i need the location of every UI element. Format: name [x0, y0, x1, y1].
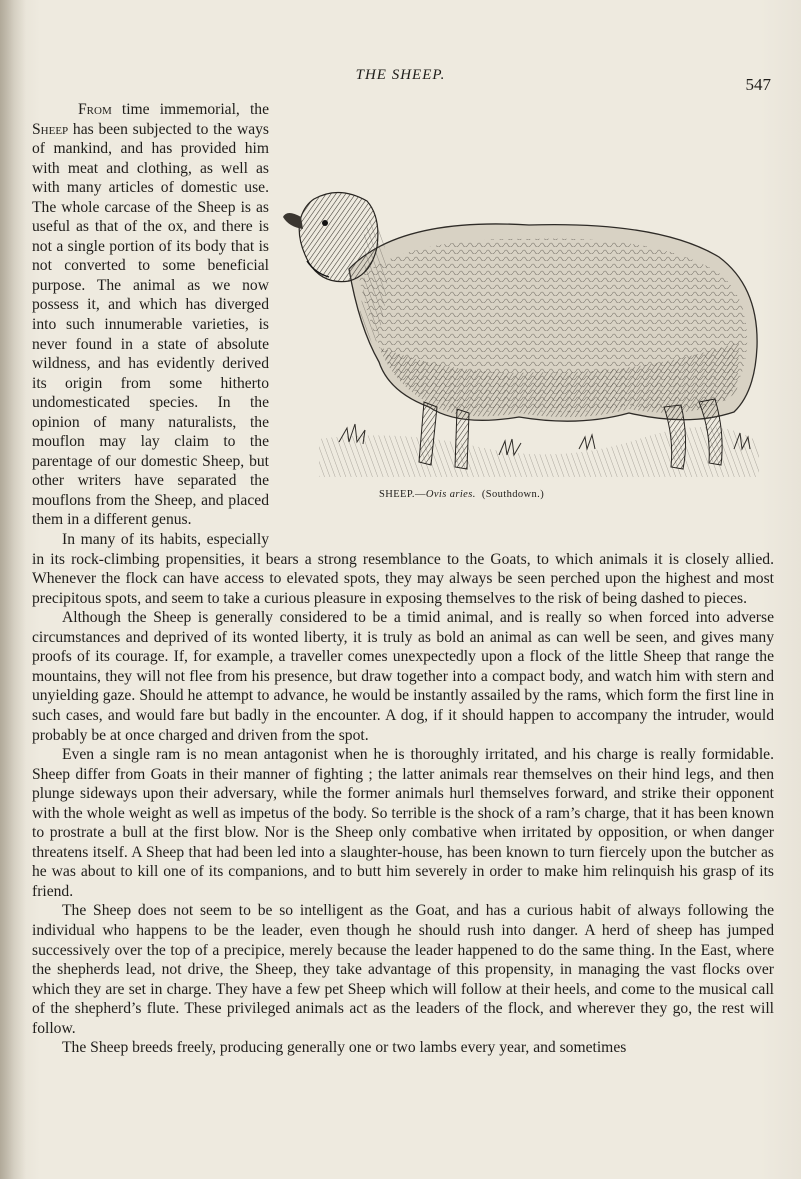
caption-latin: Ovis aries. — [425, 489, 476, 500]
p1-part-a: time immemorial, the — [111, 101, 269, 118]
page-number: 547 — [745, 75, 771, 94]
sheep-ear — [283, 213, 303, 229]
article-flow — [32, 100, 774, 1058]
paragraph-5: The Sheep does not seem to be so intelligent as the Goat, and has a curious habit of always following the individual who happens to be the leader, even though he should rush into danger. A herd of sheep has jumped successively over the top of a precipice, merely because the leader happened to do the same thing. In the East, where the shepherds lead, not drive, the Sheep, they take advantage of this propensity, in managing the vast flocks over which they are set in charge. They have a few pet Sheep which will follow at their heels, and come to the musical call of the shepherd’s flute. These privileged animals act as the leaders of the flock, and wherever they go, the rest will follow. — [32, 902, 774, 1037]
caption-lead: SHEEP.— — [379, 489, 426, 500]
paragraph-4: Even a single ram is no mean antagonist when he is thoroughly irritated, and his charge is really formidable. Sheep differ from Goats in their manner of fighting ; the latter animals rear themselves on their hind legs, and then plunge sideways upon their adversary, while the former animals hurl themselves forward, and strike their opponent with the whole weight as well as impetus of the body. So terrible is the shock of a ram’s charge, that it has been known to prostrate a bull at the first blow. Nor is the Sheep only combative when irritated by opposition, or when danger threatens itself. A Sheep that had been led into a slaughter-house, has been known to turn fiercely upon the butcher as he was about to kill one of its companions, and to butt him severely in order to make him relinquish his grasp of its friend. — [32, 746, 774, 900]
binding-shadow — [0, 0, 26, 1179]
sheep-engraving — [279, 177, 774, 531]
p1-part-b: has been subjected to the ways of mankind, and has provided him with meat and clothing, as well as with many articles of domestic use. The whole carcase of the Sheep is as useful as that of the ox, and there is not a single portion of its body that is not converted to some beneficial purpose. The animal as we now possess it, and which has diverged into such innumerable varieties, is never found in a state of absolute wildness, and has evidently derived its origin from some hitherto undomesticated species. In the opinion of many naturalists, the mouflon may lay claim to the parentage of our domestic Sheep, but other writers have separated the mouflons from the Sheep, and placed them in a different genus. — [32, 120, 269, 529]
page-header — [0, 67, 801, 97]
p1-sheep: Sheep — [32, 120, 69, 138]
grass-ground — [319, 427, 759, 477]
lead-word: From — [78, 101, 112, 118]
paragraph-6: The Sheep breeds freely, producing generally one or two lambs every year, and sometimes — [62, 1039, 627, 1057]
paragraph-2: In many of its habits, especially in its rock-climbing propensities, it bears a strong resemblance to the Goats, to which animals it is closely allied. Whenever the flock can have access to elevated spots, they may always be seen perched upon the highest and most precipitous spots, and seem to take a curious pleasure in exposing themselves to the risk of being dashed to pieces. — [32, 531, 774, 607]
figure-caption — [379, 485, 544, 505]
front-leg-right — [455, 409, 469, 469]
sheep-illustration — [279, 177, 774, 531]
running-title: THE SHEEP. — [355, 67, 446, 83]
caption-breed: (Southdown.) — [481, 489, 545, 500]
paragraph-3: Although the Sheep is generally considered to be a timid animal, and is really so when forced into adverse circumstances and deprived of its wonted liberty, it is truly as bold an animal as can well be seen, and gives many proofs of its courage. If, for example, a traveller comes unexpectedly upon a flock of the little Sheep that range the mountains, they will not flee from his presence, but draw together into a compact body, and watch him with stern and unyielding gaze. Should he attempt to advance, he would be instantly assailed by the rams, which form the first line in such cases, and would fare but badly in the encounter. A dog, if it should happen to accompany the intruder, would probably be at once charged and driven from the spot. — [32, 609, 774, 744]
